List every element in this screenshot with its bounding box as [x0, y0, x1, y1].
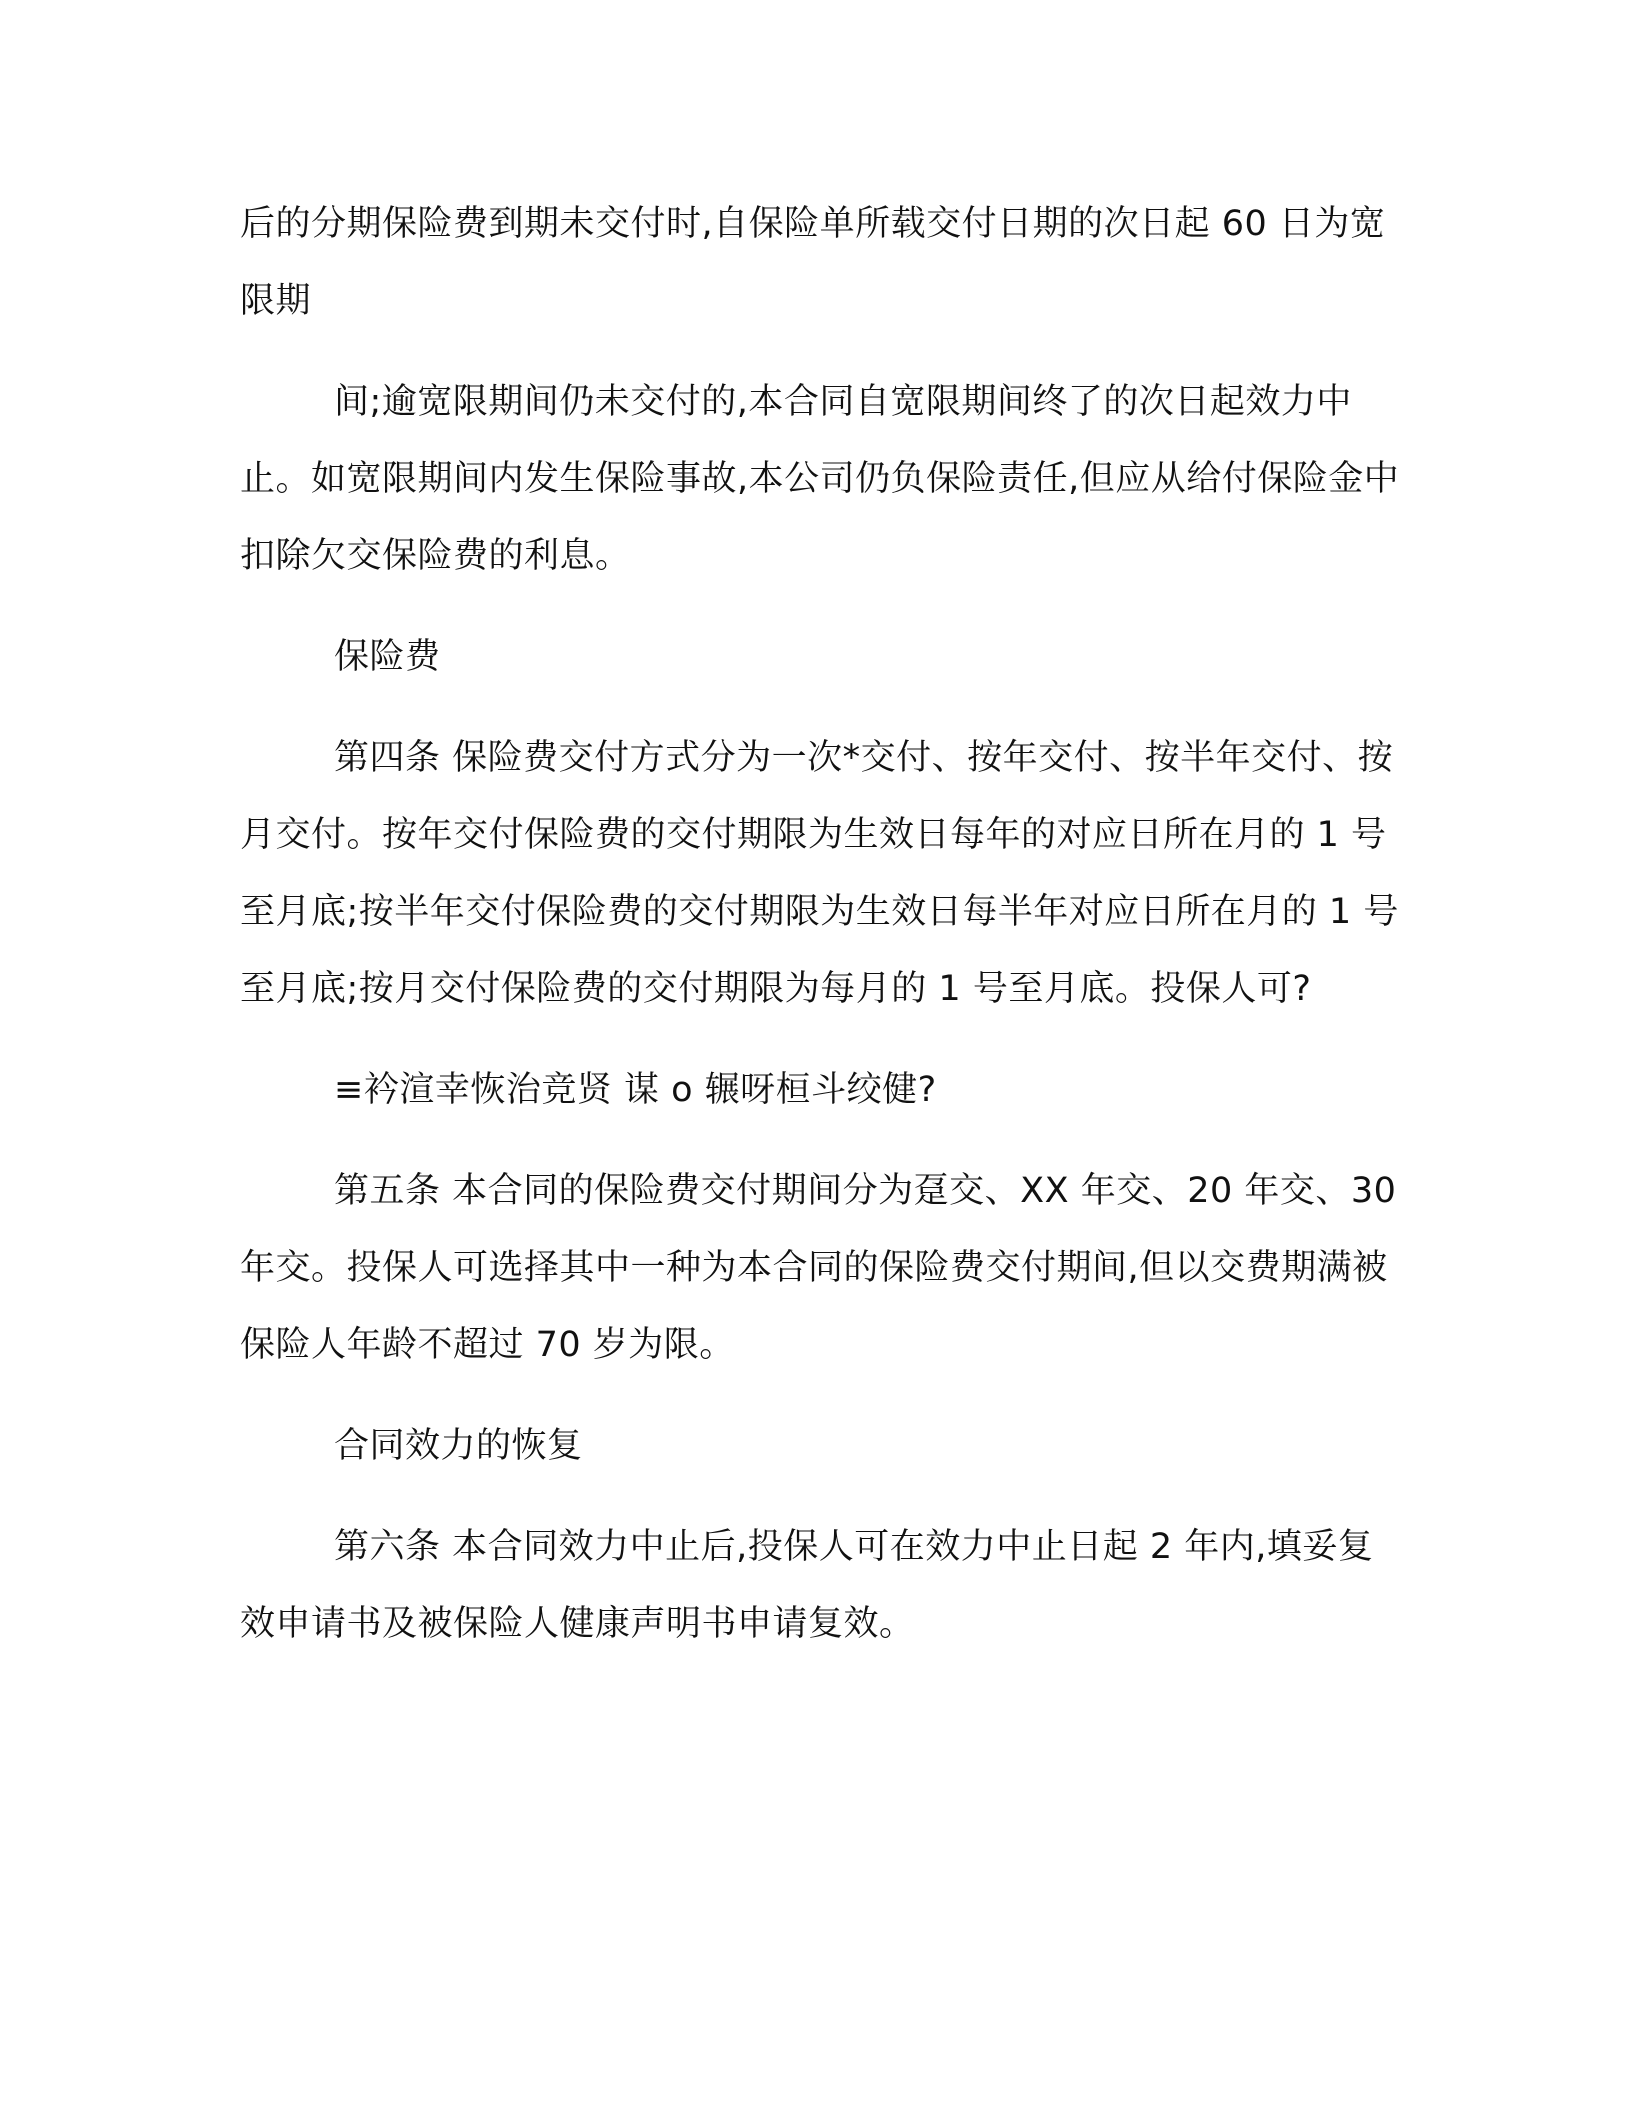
paragraph-suspension: 间;逾宽限期间仍未交付的,本合同自宽限期间终了的次日起效力中止。如宽限期间内发生保险事故,本公司仍负保险责任,但应从给付保险金中扣除欠交保险费的利息。: [240, 382, 1400, 576]
paragraph-grace-period: 后的分期保险费到期未交付时,自保险单所载交付日期的次日起 60 日为宽限期: [240, 204, 1386, 321]
section-heading-premium: 保险费: [334, 637, 441, 677]
article-6-paragraph: 第六条 本合同效力中止后,投保人可在效力中止日起 2 年内,填妥复效申请书及被保险人健康声明书申请复效。: [240, 1527, 1374, 1644]
garbled-text-line: ≡衿渲幸恢治竞贤 谋 o 辗呀桓斗绞健?: [334, 1070, 937, 1110]
article-4-paragraph: 第四条 保险费交付方式分为一次*交付、按年交付、按半年交付、按月交付。按年交付保险费的交付期限为生效日每年的对应日所在月的 1 号至月底;按半年交付保险费的交付期限为生效日每半年对应日所在月的 1 号至月底;按月交付保险费的交付期限为每月的 1 号至月底。投保人可?: [240, 738, 1399, 1009]
section-heading-reinstatement: 合同效力的恢复: [334, 1426, 583, 1466]
document-body: [240, 186, 1400, 1663]
article-5-paragraph: 第五条 本合同的保险费交付期间分为趸交、XX 年交、20 年交、30 年交。投保人可选择其中一种为本合同的保险费交付期间,但以交费期满被保险人年龄不超过 70 岁为限。: [240, 1171, 1397, 1365]
